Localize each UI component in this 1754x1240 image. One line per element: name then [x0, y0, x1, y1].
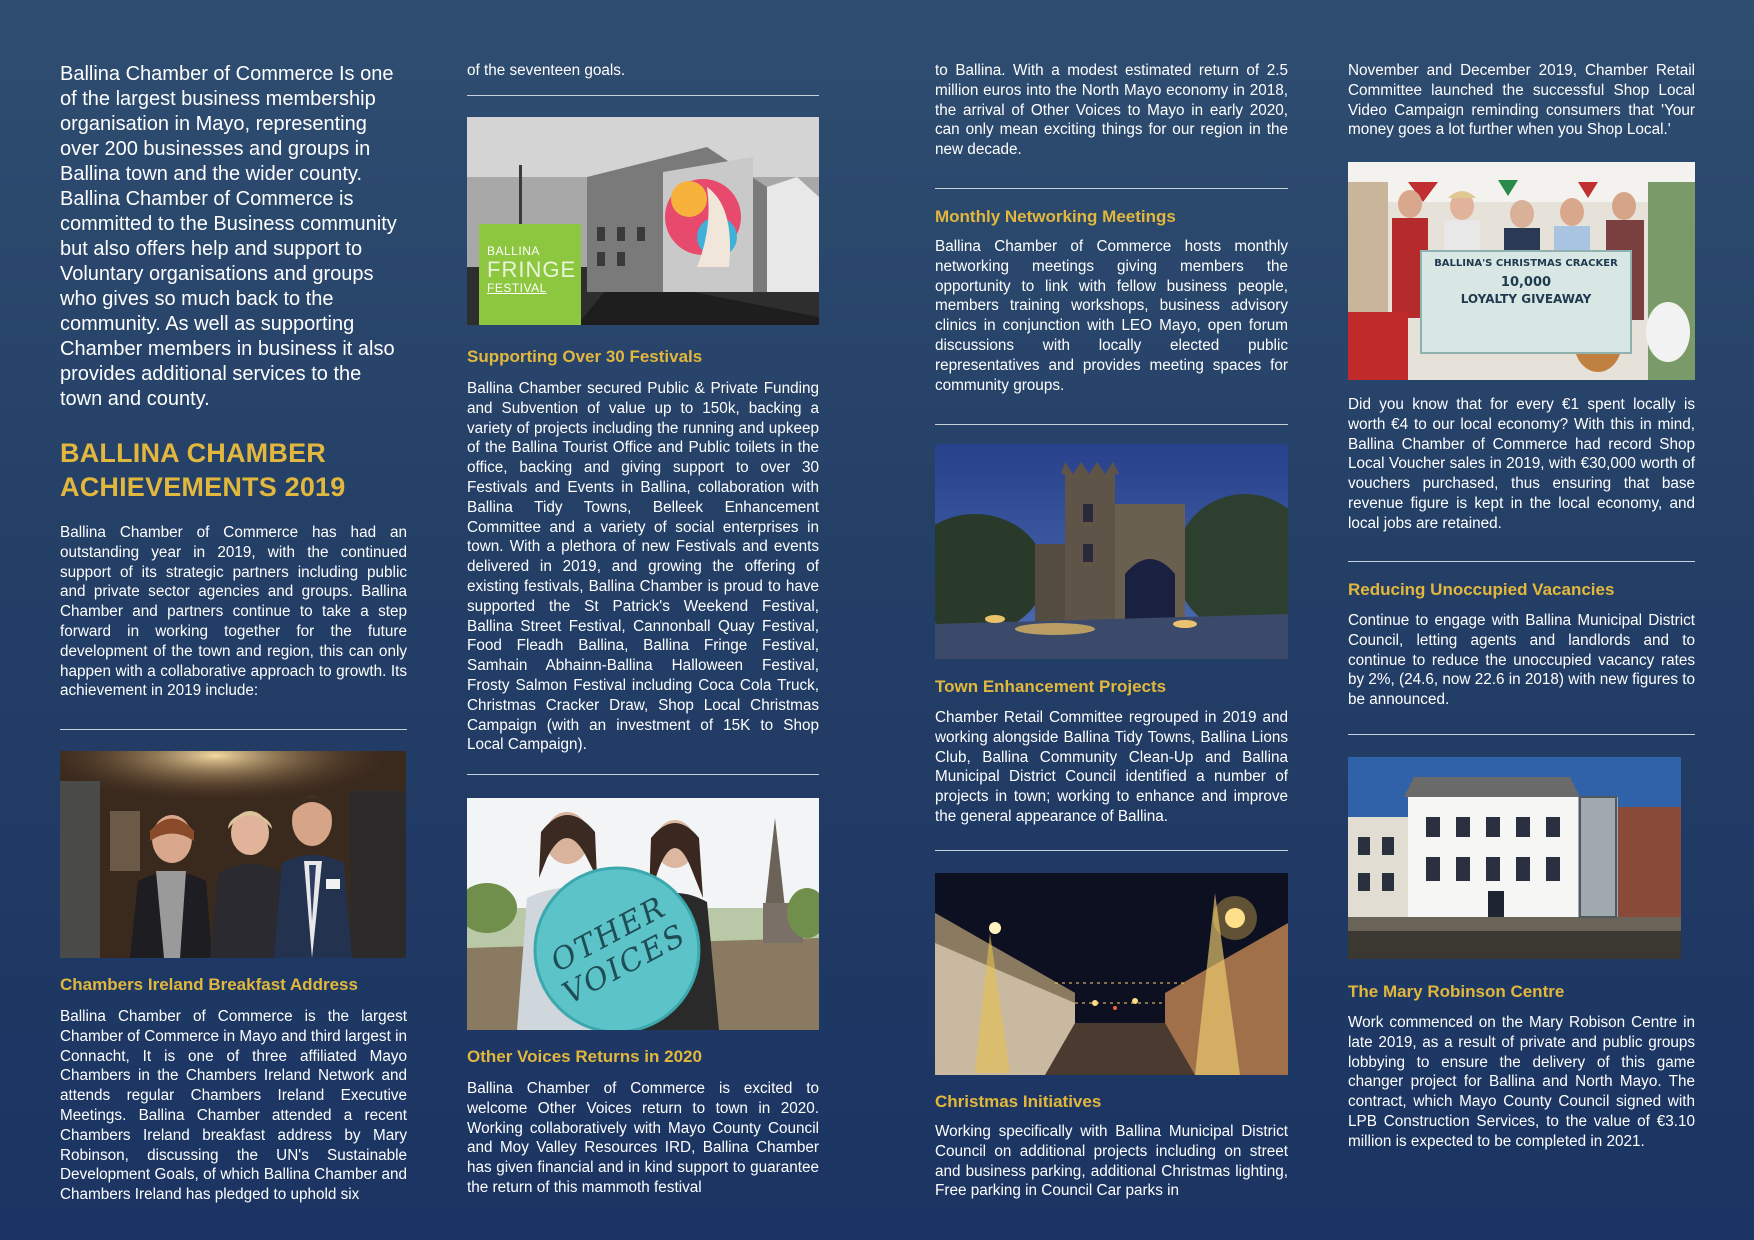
breakfast-heading: Chambers Ireland Breakfast Address — [60, 975, 358, 994]
vacancies-heading: Reducing Unoccupied Vacancies — [1348, 580, 1615, 599]
divider — [1348, 734, 1695, 735]
continuation-text: of the seventeen goals. — [467, 62, 626, 79]
continuation-text: November and December 2019, Chamber Retail Committee launched the successful Shop Local Video Campaign reminding consumers that 'Your money goes a lot further when you Shop Local.' — [1348, 62, 1695, 139]
other-voices-sign: OTHER VOICES — [545, 889, 693, 1012]
other-voices-paragraph: Ballina Chamber of Commerce is excited to welcome Other Voices return to town in 2020. Working collaboratively with Mayo County Council and Moy Valley Resources IRD, Ballina Chamber has given financial and in kind support to guarantee the return of this mammoth festival — [467, 1080, 819, 1196]
christmas-heading: Christmas Initiatives — [935, 1092, 1102, 1111]
giveaway-sign-line-1: BALLINA'S CHRISTMAS CRACKER — [1434, 258, 1618, 269]
divider — [935, 188, 1288, 189]
fringe-festival-logo — [479, 224, 581, 325]
networking-heading: Monthly Networking Meetings — [935, 207, 1176, 226]
christmas-lights-photo — [935, 873, 1288, 1075]
robinson-centre-paragraph: Work commenced on the Mary Robison Centre in late 2019, as a result of private and public groups lobbying to ensure the delivery of this game changer project for Ballina and North Mayo. The contract, which Mayo County Council signed with LPB Construction Services, to the value of €3.10 million is expected to be completed in 2021. — [1348, 1014, 1695, 1150]
robinson-centre-heading: The Mary Robinson Centre — [1348, 982, 1565, 1001]
achievements-title-line-1: BALLINA CHAMBER — [60, 438, 326, 468]
loyalty-giveaway-photo — [1348, 162, 1695, 380]
giveaway-sign-line-3: LOYALTY GIVEAWAY — [1460, 292, 1592, 306]
divider — [60, 729, 407, 730]
fringe-logo-line-1: BALLINA — [487, 244, 540, 258]
fringe-logo-line-2: FRINGE — [487, 257, 577, 282]
achievements-paragraph: Ballina Chamber of Commerce has had an outstanding year in 2019, with the continued support of its strategic partners including public and private sector agencies and groups. Ballina Chamber and partners continue to take a step forward in working together for the future development of the town and region, this can only happen with a collaborative approach to growth. Its achievement in 2019 include: — [60, 524, 407, 700]
divider — [935, 424, 1288, 425]
fringe-festival-photo — [467, 117, 819, 325]
mary-robinson-centre-photo — [1348, 757, 1681, 959]
intro-paragraph: Ballina Chamber of Commerce Is one of the largest business membership organisation in Mayo, representing over 200 businesses and groups in Ballina town and the wider county. Ballina Chamber of Commerce is committed to the Business community but also offers help and support to Voluntary organisations and groups who gives so much back to the community. As well as supporting Chamber members in business it also provides additional services to the town and county. — [60, 63, 397, 410]
vacancies-paragraph: Continue to engage with Ballina Municipal District Council, letting agents and landlords and to continue to reduce the unoccupied vacancy rates by 2%, (24.6, now 22.6 in 2018) with new figures to be announced. — [1348, 612, 1695, 709]
breakfast-photo — [60, 751, 406, 958]
other-voices-heading: Other Voices Returns in 2020 — [467, 1047, 702, 1066]
divider — [467, 774, 819, 775]
continuation-text: to Ballina. With a modest estimated return of 2.5 million euros into the North Mayo economy in 2018, the arrival of Other Voices to Mayo in early 2020, can only mean exciting things for our region in the new decade. — [935, 62, 1288, 159]
festivals-paragraph: Ballina Chamber secured Public & Private Funding and Subvention of value up to 150k, backing a variety of projects including the running and upkeep of the Ballina Tourist Office and Public toilets in the office, backing and giving support to over 30 Festivals and Events in Ballina, collaboration with Ballina Tidy Towns, Belleek Enhancement Committee and a variety of social enterprises in town. With a plethora of new Festivals and events delivered in 2019, and growing the offering of existing festivals, Ballina Chamber is proud to have supported the St Patrick's Weekend Festival, Ballina Street Festival, Cannonball Quay Festival, Food Fleadh Ballina, Ballina Fringe Festival, Samhain Abhainn-Ballina Halloween Festival, Frosty Salmon Festival including Coca Cola Truck, Christmas Cracker Draw, Shop Local Christmas Campaign (with an investment of 15K to Shop Local Campaign). — [467, 380, 819, 754]
castle-gate-photo — [935, 444, 1288, 659]
networking-paragraph: Ballina Chamber of Commerce hosts monthly networking meetings giving members the opportunity to link with fellow business people, members training workshops, business advisory clinics in conjunction with LEO Mayo, open forum discussions with locally elected public representatives and provides meeting spaces for community groups. — [935, 238, 1288, 394]
shop-local-paragraph: Did you know that for every €1 spent locally is worth €4 to our local economy? With this in mind, Ballina Chamber of Commerce had record Shop Local Voucher sales in 2019, with €30,000 worth of vouchers purchased, thus ensuring that base revenue figure is kept in the local economy, and local jobs are retained. — [1348, 396, 1695, 532]
breakfast-paragraph: Ballina Chamber of Commerce is the largest Chamber of Commerce in Mayo and third largest in Connacht, It is one of three affiliated Mayo Chambers in the Chambers Ireland Network and attends regular Chambers Ireland Executive Meetings. Ballina Chamber attended a recent Chambers Ireland breakfast address by Mary Robinson, discussing the UN's Sustainable Development Goals, of which Ballina Chamber and Chambers Ireland has pledged to uphold six — [60, 1008, 407, 1204]
fringe-logo-line-3: FESTIVAL — [487, 281, 547, 295]
festivals-heading: Supporting Over 30 Festivals — [467, 347, 703, 366]
enhancement-heading: Town Enhancement Projects — [935, 677, 1167, 696]
divider — [935, 850, 1288, 851]
christmas-paragraph: Working specifically with Ballina Municipal District Council on additional projects including on street and business parking, additional Christmas lighting, Free parking in Council Car parks in — [935, 1123, 1288, 1200]
giveaway-sign-line-2: 10,000 — [1500, 275, 1552, 290]
divider — [1348, 561, 1695, 562]
enhancement-paragraph: Chamber Retail Committee regrouped in 2019 and working alongside Ballina Tidy Towns, Ballina Lions Club, Ballina Community Clean-Up and Ballina Municipal District Council identified a number of projects in town; working to enhance and improve the general appearance of Ballina. — [935, 709, 1288, 825]
loyalty-giveaway-sign — [1420, 250, 1632, 354]
achievements-title-line-2: ACHIEVEMENTS 2019 — [60, 472, 346, 502]
achievements-title — [60, 436, 346, 504]
divider — [467, 95, 819, 96]
other-voices-photo — [467, 798, 819, 1030]
